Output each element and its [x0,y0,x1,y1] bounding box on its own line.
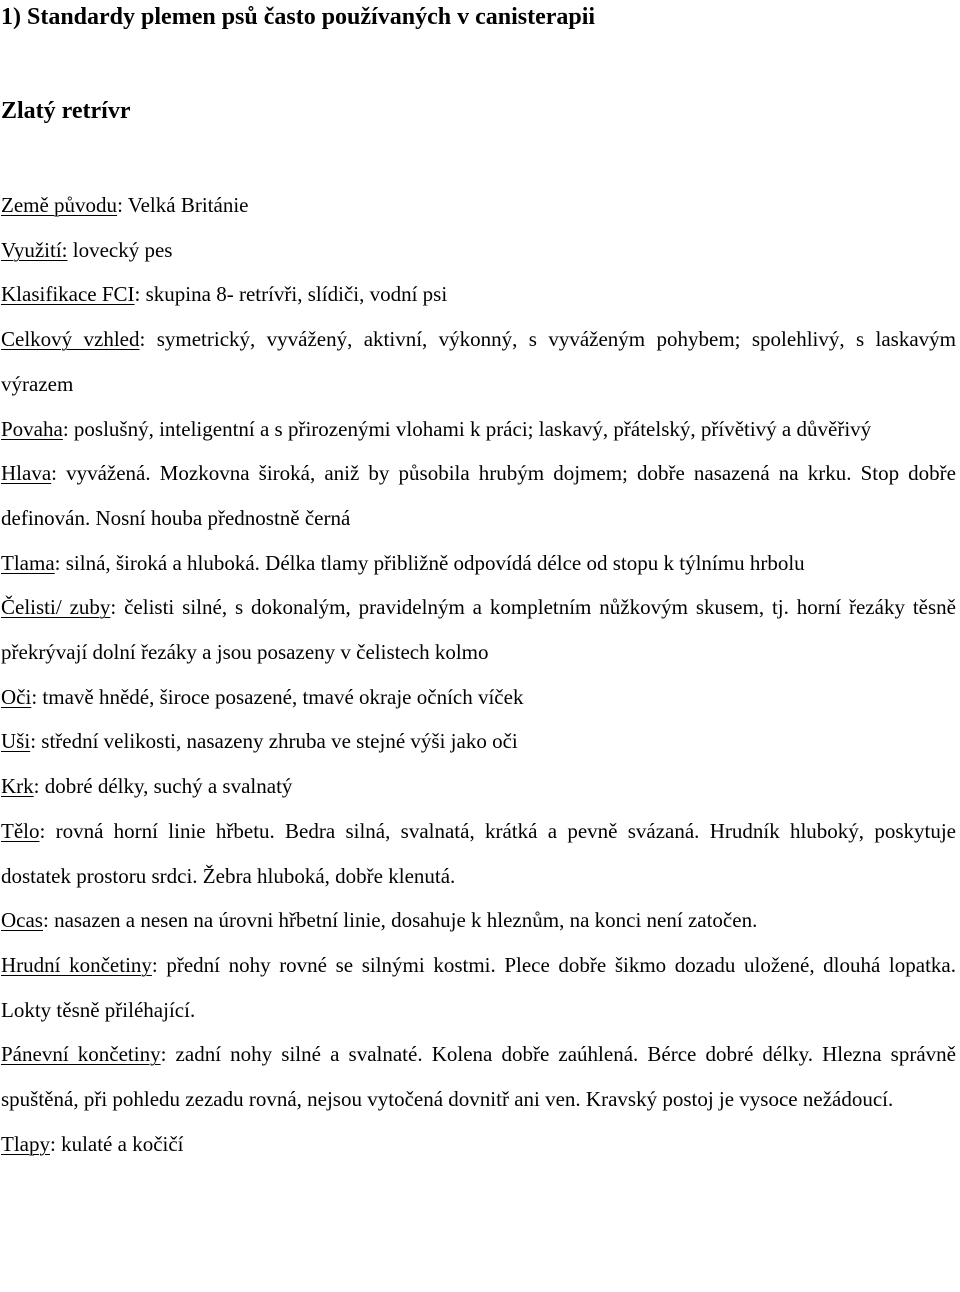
breed-name: Zlatý retrívr [1,98,131,124]
entry-text: : skupina 8- retrívři, slídiči, vodní psi [134,282,448,307]
entry-head [1,451,956,540]
entry-label: Tělo [1,818,40,843]
entry-label: Uši [1,729,31,754]
entry-muzzle [1,541,956,586]
entry-text: : kulaté a kočičí [49,1131,184,1156]
entry-eyes [1,675,956,720]
entry-tail [1,898,956,943]
entry-fci-classification [1,272,956,317]
entry-text: : silná, široká a hluboká. Délka tlamy přibližně odpovídá délce od stopu k týlnímu hrbolu [54,550,805,575]
entry-text: : střední velikosti, nasazeny zhruba ve stejné výši jako oči [30,729,518,754]
entry-body [1,809,956,898]
entry-text: : přední nohy rovné se silnými kostmi. Plece dobře šikmo dozadu uložené, dlouhá lopatka. Lokty těsně přiléhající. [1,952,956,1022]
entry-label: Pánevní končetiny [1,1042,161,1067]
entry-label: Tlama [1,550,55,575]
entry-label: Krk [1,774,34,799]
document-heading: 1) Standardy plemen psů často používaných v canisterapii [1,4,596,30]
entry-label: Hrudní končetiny [1,952,152,977]
entry-label: Klasifikace FCI [1,282,135,307]
entry-text: : vyvážená. Mozkovna široká, aniž by působila hrubým dojmem; dobře nasazená na krku. Stop dobře definován. Nosní houba přednostně černá [1,461,956,530]
entry-text: : rovná horní linie hřbetu. Bedra silná, svalnatá, krátká a pevně svázaná. Hrudník hluboký, poskytuje dostatek prostoru srdci. Žebra hluboká, dobře klenutá. [1,818,956,888]
breed-standard-list [1,183,956,1166]
entry-feet [1,1122,956,1167]
entry-text: : poslušný, inteligentní a s přirozenými vlohami k práci; laskavý, přátelský, přívětivý a důvěřivý [62,416,872,441]
entry-text: : nasazen a nesen na úrovni hřbetní linie, dosahuje k hleznům, na konci není zatočen. [42,908,758,933]
entry-general-appearance [1,317,956,406]
entry-label: Čelisti/ zuby [1,595,111,620]
entry-country-of-origin [1,183,956,228]
entry-temperament [1,407,956,452]
entry-ears [1,719,956,764]
entry-text: : symetrický, vyvážený, aktivní, výkonný, s vyváženým pohybem; spolehlivý, s laskavým výrazem [1,327,957,396]
entry-label: Země původu [1,193,118,217]
entry-text: : tmavě hnědé, široce posazené, tmavé okraje očních víček [31,684,524,709]
entry-text: : čelisti silné, s dokonalým, pravidelným a kompletním nůžkovým skusem, tj. horní řezáky těsně překrývají dolní řezáky a jsou posazeny v čelistech kolmo [1,595,956,665]
entry-jaws-teeth [1,585,956,674]
entry-label: Oči [1,684,32,709]
entry-hindquarters [1,1032,956,1121]
entry-text: : Velká Británie [117,193,249,217]
entry-label: Ocas [1,908,43,933]
entry-text: : dobré délky, suchý a svalnatý [33,774,293,799]
entry-label: Povaha [1,416,63,441]
entry-neck [1,764,956,809]
entry-label: Tlapy [1,1131,50,1156]
entry-label: Využití: [1,237,68,262]
entry-label: Celkový vzhled [1,327,140,352]
entry-usage [1,228,956,273]
entry-text: lovecký pes [67,237,173,262]
entry-forequarters [1,943,956,1032]
entry-label: Hlava [1,461,52,486]
entry-text: : zadní nohy silné a svalnaté. Kolena dobře zaúhlená. Bérce dobré délky. Hlezna správně spuštěná, při pohledu zezadu rovná, nejsou vytočená dovnitř ani ven. Kravský postoj je vysoce nežádoucí. [1,1042,956,1112]
